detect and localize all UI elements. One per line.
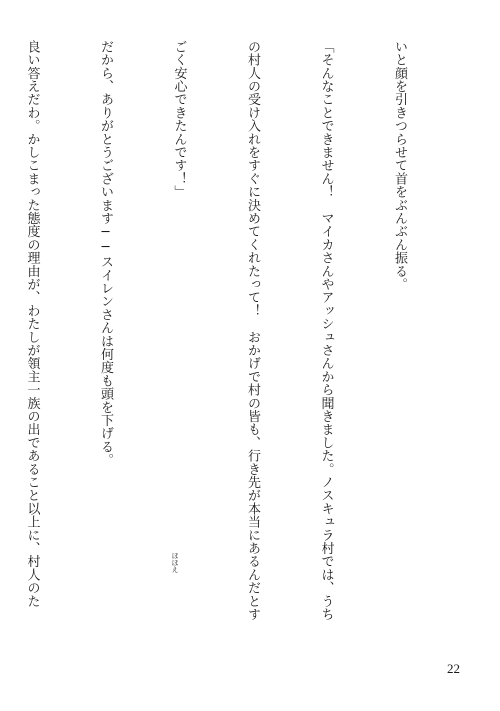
text-line: 良い答えだわ。かしこまった態度の理由が、わたしが領主一族の出であること以上に、村人のた	[24, 40, 40, 608]
text-line: 「そんなことできません！ マイカさんやアッシュさんから聞きました。ノスキュラ村では、うち	[318, 40, 334, 621]
text-line: だから、ありがとうございます──スイレンさんは何度も頭を下げる。	[98, 40, 113, 467]
text-line: の村人の受け入れをすぐに決めてくれたって！ おかげで村の皆も、行き先が本当にあるんだとす	[245, 40, 260, 621]
ruby-annotation: ほほえ	[171, 552, 179, 573]
body-text-block	[24, 40, 460, 650]
text-line: ごく安心できたんです！」	[171, 40, 187, 199]
page-number: 22	[447, 661, 460, 676]
text-line: いと顔を引きつらせて首をぶんぶん振る。	[392, 40, 407, 291]
vertical-text-column	[0, 40, 460, 630]
